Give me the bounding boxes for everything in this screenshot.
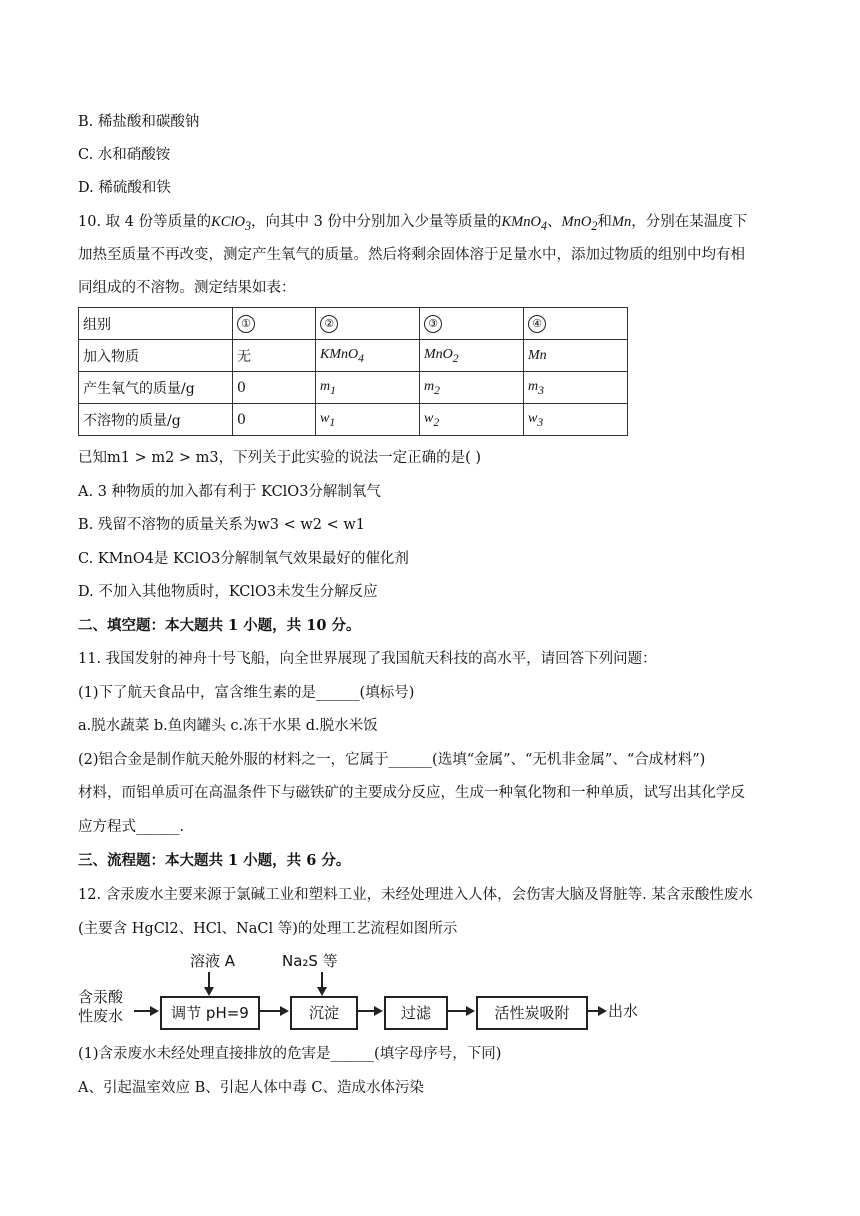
table-row: [79, 404, 628, 436]
table-cell: 0: [233, 372, 316, 404]
q10-stem-line1: 10. 取 4 份等质量的KClO$_3$，向其中 3 份中分别加入少量等质量的KMnO$_4$、MnO$_2$和Mn，分别在某温度下: [78, 214, 748, 233]
table-cell: $w_1$: [316, 404, 420, 436]
q10-option-d: D. 不加入其他物质时，KClO3未发生分解反应: [78, 584, 378, 600]
flow-step-filter: 过滤: [384, 996, 448, 1030]
table-header-cell: ④: [524, 308, 628, 340]
flow-step-precipitate: 沉淀: [290, 996, 358, 1030]
q10-option-c: C. KMnO4是 KClO3分解制氧气效果最好的催化剂: [78, 551, 409, 567]
q11-part2-line3: 应方程式______.: [78, 819, 185, 835]
table-cell: $m_2$: [420, 372, 524, 404]
q10-stem-line2: 加热至质量不再改变，测定产生氧气的质量。然后将剩余固体溶于足量水中，添加过物质的组别中均有相: [78, 247, 745, 263]
flow-step-carbon-adsorption: 活性炭吸附: [476, 996, 588, 1030]
q12-stem-line2: (主要含 HgCl2、HCl、NaCl 等)的处理工艺流程如图所示: [78, 921, 458, 937]
q10-stem-line3: 同组成的不溶物。测定结果如表：: [78, 280, 296, 296]
section-heading-flow: 三、流程题：本大题共 1 小题，共 6 分。: [78, 852, 351, 869]
q11-part1: (1)下了航天食品中，富含维生素的是______(填标号): [78, 685, 415, 701]
table-cell: $m_3$: [524, 372, 628, 404]
q10-option-a: A. 3 种物质的加入都有利于 KClO3分解制氧气: [78, 484, 381, 500]
flow-input-label: 含汞酸 性废水: [78, 988, 124, 1025]
section-heading-fill-in: 二、填空题：本大题共 1 小题，共 10 分。: [78, 617, 361, 634]
table-header-cell: ①: [233, 308, 316, 340]
q10-option-b: B. 残留不溶物的质量关系为w3 < w2 < w1: [78, 517, 366, 533]
table-row-label: 加入物质: [79, 340, 233, 372]
table-cell: 无: [233, 340, 316, 372]
flow-output-label: 出水: [608, 1002, 639, 1020]
table-cell: 0: [233, 404, 316, 436]
table-row: [79, 308, 628, 340]
process-flow-diagram: [78, 948, 678, 1038]
flow-reagent-a: 溶液 A: [190, 952, 236, 970]
table-cell: KMnO$_4$: [316, 340, 420, 372]
table-cell: MnO$_2$: [420, 340, 524, 372]
table-row-label: 产生氧气的质量/g: [79, 372, 233, 404]
q10-known-condition: 已知m1 > m2 > m3，下列关于此实验的说法一定正确的是( ): [78, 450, 482, 466]
q9-option-c: C. 水和硝酸铵: [78, 147, 171, 163]
table-cell: Mn: [524, 340, 628, 372]
q11-choices: a.脱水蔬菜 b.鱼肉罐头 c.冻干水果 d.脱水米饭: [78, 718, 378, 734]
table-cell: $w_3$: [524, 404, 628, 436]
q9-option-d: D. 稀硫酸和铁: [78, 180, 171, 196]
q11-part2-line2: 材料，而铝单质可在高温条件下与磁铁矿的主要成分反应，生成一种氧化物和一种单质，试写出其化学反: [78, 785, 745, 801]
table-cell: $m_1$: [316, 372, 420, 404]
q12-choices: A、引起温室效应 B、引起人体中毒 C、造成水体污染: [78, 1080, 424, 1096]
results-table: [78, 307, 628, 436]
table-header-cell: ②: [316, 308, 420, 340]
q12-stem-line1: 12. 含汞废水主要来源于氯碱工业和塑料工业，未经处理进入人体，会伤害大脑及肾脏等. 某含汞酸性废水: [78, 887, 753, 903]
table-header-cell: 组别: [79, 308, 233, 340]
flow-step-adjust-ph: 调节 pH=9: [160, 996, 260, 1030]
q11-stem: 11. 我国发射的神舟十号飞船，向全世界展现了我国航天科技的高水平，请回答下列问题：: [78, 651, 657, 667]
table-row: [79, 340, 628, 372]
table-header-cell: ③: [420, 308, 524, 340]
table-row: [79, 372, 628, 404]
table-row-label: 不溶物的质量/g: [79, 404, 233, 436]
q11-part2-line1: (2)铝合金是制作航天舱外服的材料之一，它属于______(选填“金属”、“无机非金属”、“合成材料”): [78, 752, 706, 768]
q9-option-b: B. 稀盐酸和碳酸钠: [78, 114, 200, 130]
q12-part1: (1)含汞废水未经处理直接排放的危害是______(填字母序号，下同): [78, 1046, 502, 1062]
flow-reagent-na2s: Na₂S 等: [282, 952, 338, 970]
table-cell: $w_2$: [420, 404, 524, 436]
